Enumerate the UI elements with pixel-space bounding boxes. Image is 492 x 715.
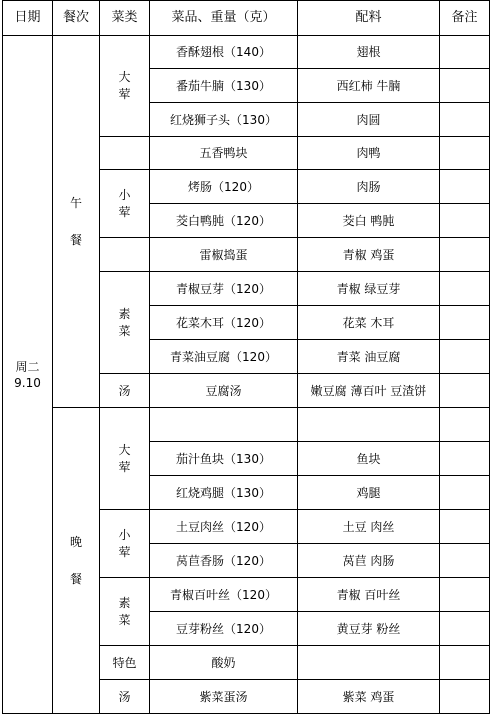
dish-cell: 土豆肉丝（120） xyxy=(150,510,298,544)
header-date: 日期 xyxy=(3,1,53,36)
category-special: 特色 xyxy=(100,646,150,680)
ingredients-cell: 西红柿 牛腩 xyxy=(298,69,440,103)
ingredients-cell: 土豆 肉丝 xyxy=(298,510,440,544)
ingredients-cell xyxy=(298,646,440,680)
category-big-meat: 大 荤 xyxy=(100,408,150,510)
ingredients-cell: 茭白 鸭肫 xyxy=(298,204,440,238)
ingredients-cell: 青椒 百叶丝 xyxy=(298,578,440,612)
dish-cell: 青椒百叶丝（120） xyxy=(150,578,298,612)
notes-cell xyxy=(440,306,490,340)
category-vegetable: 素 菜 xyxy=(100,578,150,646)
dish-cell: 豆芽粉丝（120） xyxy=(150,612,298,646)
ingredients-cell: 肉圆 xyxy=(298,103,440,137)
table-row xyxy=(3,36,490,69)
ingredients-cell: 嫩豆腐 薄百叶 豆渣饼 xyxy=(298,374,440,408)
header-category: 菜类 xyxy=(100,1,150,36)
notes-cell xyxy=(440,476,490,510)
category-small-meat: 小 荤 xyxy=(100,510,150,578)
dish-cell: 紫菜蛋汤 xyxy=(150,680,298,714)
category-cell xyxy=(100,137,150,170)
menu-table xyxy=(2,0,490,714)
notes-cell xyxy=(440,36,490,69)
notes-cell xyxy=(440,680,490,714)
header-row xyxy=(3,1,490,36)
category-small-meat: 小 荤 xyxy=(100,170,150,238)
weekday: 周二 xyxy=(15,359,40,374)
notes-cell xyxy=(440,510,490,544)
date-cell xyxy=(3,36,53,714)
ingredients-cell: 鱼块 xyxy=(298,442,440,476)
ingredients-cell: 青菜 油豆腐 xyxy=(298,340,440,374)
ingredients-cell: 紫菜 鸡蛋 xyxy=(298,680,440,714)
table-row xyxy=(3,408,490,442)
ingredients-cell: 莴苣 肉肠 xyxy=(298,544,440,578)
ingredients-cell: 肉鸭 xyxy=(298,137,440,170)
ingredients-cell: 青椒 绿豆芽 xyxy=(298,272,440,306)
ingredients-cell: 翅根 xyxy=(298,36,440,69)
category-soup: 汤 xyxy=(100,680,150,714)
dish-cell: 红烧狮子头（130） xyxy=(150,103,298,137)
notes-cell xyxy=(440,272,490,306)
dish-cell: 香酥翅根（140） xyxy=(150,36,298,69)
ingredients-cell xyxy=(298,408,440,442)
header-dish: 菜品、重量（克） xyxy=(150,1,298,36)
dish-cell xyxy=(150,408,298,442)
dish-cell: 茄汁鱼块（130） xyxy=(150,442,298,476)
dish-cell: 茭白鸭肫（120） xyxy=(150,204,298,238)
dish-cell: 番茄牛腩（130） xyxy=(150,69,298,103)
notes-cell xyxy=(440,646,490,680)
dish-cell: 烤肠（120） xyxy=(150,170,298,204)
ingredients-cell: 肉肠 xyxy=(298,170,440,204)
ingredients-cell: 花菜 木耳 xyxy=(298,306,440,340)
header-meal: 餐次 xyxy=(53,1,100,36)
notes-cell xyxy=(440,340,490,374)
category-soup: 汤 xyxy=(100,374,150,408)
dish-cell: 花菜木耳（120） xyxy=(150,306,298,340)
category-cell xyxy=(100,238,150,272)
ingredients-cell: 鸡腿 xyxy=(298,476,440,510)
notes-cell xyxy=(440,408,490,442)
dish-cell: 红烧鸡腿（130） xyxy=(150,476,298,510)
notes-cell xyxy=(440,578,490,612)
meal-lunch: 午 餐 xyxy=(53,36,100,408)
dish-cell: 五香鸭块 xyxy=(150,137,298,170)
notes-cell xyxy=(440,204,490,238)
meal-dinner: 晚 餐 xyxy=(53,408,100,714)
notes-cell xyxy=(440,69,490,103)
notes-cell xyxy=(440,442,490,476)
dish-cell: 豆腐汤 xyxy=(150,374,298,408)
notes-cell xyxy=(440,103,490,137)
header-notes: 备注 xyxy=(440,1,490,36)
day: 9.10 xyxy=(14,375,41,390)
dish-cell: 莴苣香肠（120） xyxy=(150,544,298,578)
notes-cell xyxy=(440,170,490,204)
dish-cell: 青菜油豆腐（120） xyxy=(150,340,298,374)
category-vegetable: 素 菜 xyxy=(100,272,150,374)
notes-cell xyxy=(440,544,490,578)
notes-cell xyxy=(440,238,490,272)
dish-cell: 酸奶 xyxy=(150,646,298,680)
notes-cell xyxy=(440,137,490,170)
notes-cell xyxy=(440,374,490,408)
dish-cell: 青椒豆芽（120） xyxy=(150,272,298,306)
notes-cell xyxy=(440,612,490,646)
header-ingredients: 配料 xyxy=(298,1,440,36)
dish-cell: 雷椒捣蛋 xyxy=(150,238,298,272)
category-big-meat: 大 荤 xyxy=(100,36,150,137)
ingredients-cell: 青椒 鸡蛋 xyxy=(298,238,440,272)
ingredients-cell: 黄豆芽 粉丝 xyxy=(298,612,440,646)
